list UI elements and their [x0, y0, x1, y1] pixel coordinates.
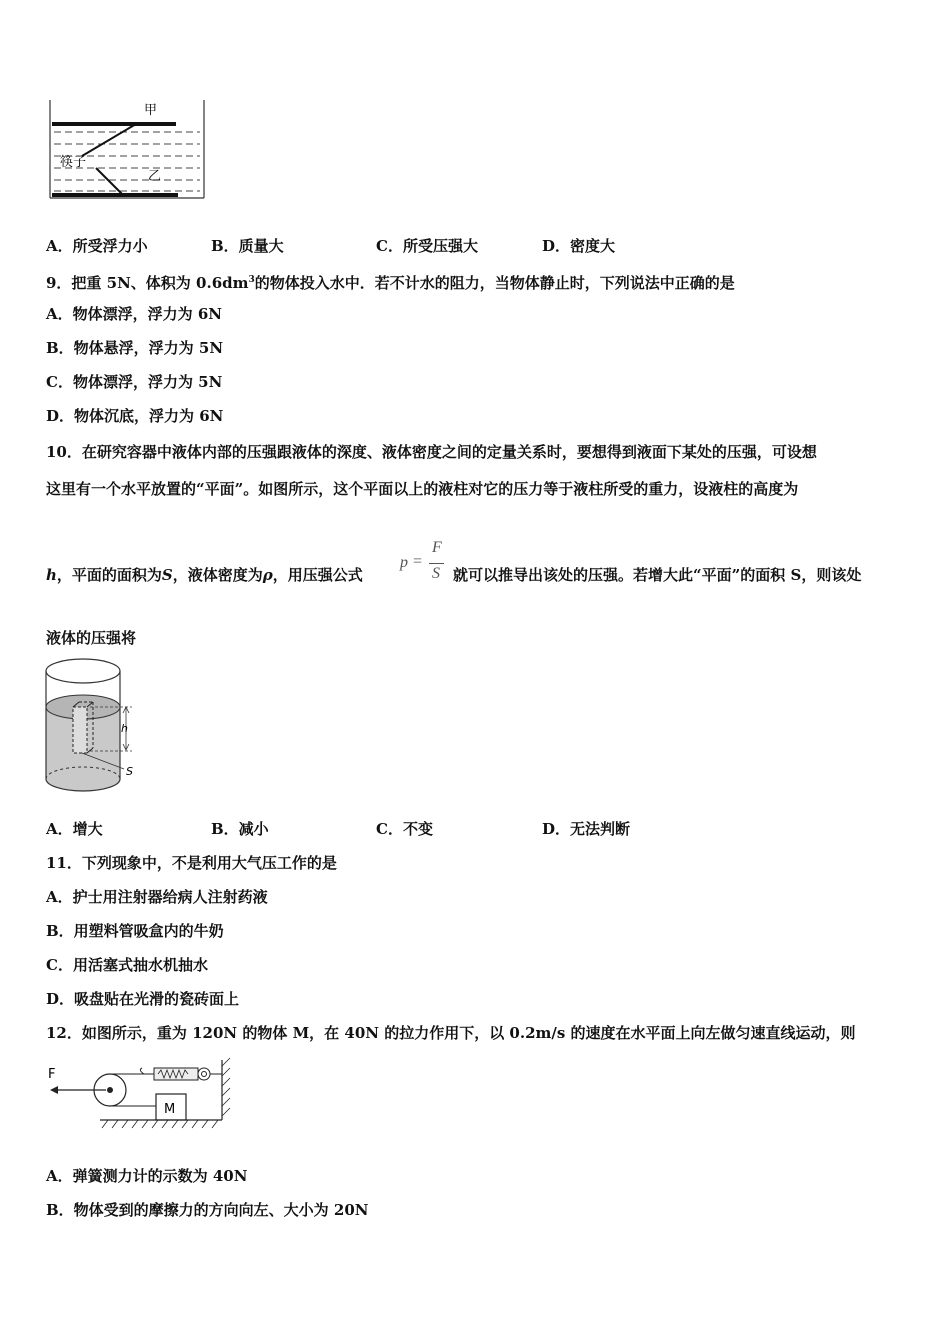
q10-option-d: D．无法判断	[542, 820, 631, 838]
q9-option-d: D．物体沉底，浮力为 6N	[46, 407, 224, 425]
q9-option-a: A．物体漂浮，浮力为 6N	[46, 305, 223, 323]
q11-option-c: C．用活塞式抽水机抽水	[46, 956, 208, 974]
q12-option-a: A．弹簧测力计的示数为 40N	[46, 1167, 248, 1185]
q9-option-b: B．物体悬浮，浮力为 5N	[46, 339, 224, 357]
q12-stem: 12．如图所示，重为 120N 的物体 M，在 40N 的拉力作用下，以 0.2m/s 的速度在水平面上向左做匀速直线运动，则	[46, 1024, 856, 1042]
q10-option-a: A．增大	[46, 820, 103, 838]
formula-numerator: F	[432, 539, 442, 556]
q8-option-d: D．密度大	[542, 237, 616, 255]
figure-label-s: S	[126, 765, 133, 778]
label-jia: 甲	[144, 103, 158, 118]
formula-p: p	[400, 554, 408, 571]
q11-option-d: D．吸盘贴在光滑的瓷砖面上	[46, 990, 240, 1008]
label-chopsticks: 筷子	[60, 155, 87, 170]
q10-line-3: h，平面的面积为S，液体密度为ρ，用压强公式	[46, 566, 363, 584]
q9-option-c: C．物体漂浮，浮力为 5N	[46, 373, 223, 391]
q8-option-a: A．所受浮力小	[46, 237, 148, 255]
q12-option-b: B．物体受到的摩擦力的方向向左、大小为 20N	[46, 1201, 369, 1219]
cylinder-liquid-figure	[42, 655, 142, 815]
q11-option-a: A．护士用注射器给病人注射药液	[46, 888, 268, 906]
q10-option-c: C．不变	[376, 820, 433, 838]
fraction-bar	[429, 563, 444, 564]
q9-stem: 9．把重 5N、体积为 $0.6dm^3$的物体投入水中．若不计水的阻力，当物体静止时，下列说法中正确的是	[46, 274, 735, 292]
pressure-formula	[400, 541, 450, 587]
label-yi: 乙	[148, 169, 162, 184]
formula-equals: =	[413, 553, 423, 570]
q9-superscript: 3	[248, 275, 255, 285]
q10-line-1: 10．在研究容器中液体内部的压强跟液体的深度、液体密度之间的定量关系时，要想得到液面下某处的压强，可设想	[46, 443, 817, 461]
q10-line-2: 这里有一个水平放置的“平面”。如图所示，这个平面以上的液柱对它的压力等于液柱所受的重力，设液柱的高度为	[46, 480, 799, 498]
figure-label-h: h	[121, 722, 128, 735]
figure-label-m: M	[164, 1102, 176, 1117]
q10-line-3-end: 就可以推导出该处的压强。若增大此“平面”的面积 S，则该处	[453, 566, 862, 584]
q11-option-b: B．用塑料管吸盒内的牛奶	[46, 922, 224, 940]
pulley-spring-figure	[44, 1056, 240, 1136]
q10-line-4: 液体的压强将	[46, 629, 137, 647]
formula-denominator: S	[432, 565, 440, 582]
q10-option-b: B．减小	[211, 820, 269, 838]
q8-option-c: C．所受压强大	[376, 237, 478, 255]
beaker-chopsticks-figure	[44, 98, 214, 202]
figure-label-f: F	[48, 1067, 56, 1082]
q8-option-b: B．质量大	[211, 237, 284, 255]
q11-stem: 11．下列现象中，不是利用大气压工作的是	[46, 854, 337, 872]
